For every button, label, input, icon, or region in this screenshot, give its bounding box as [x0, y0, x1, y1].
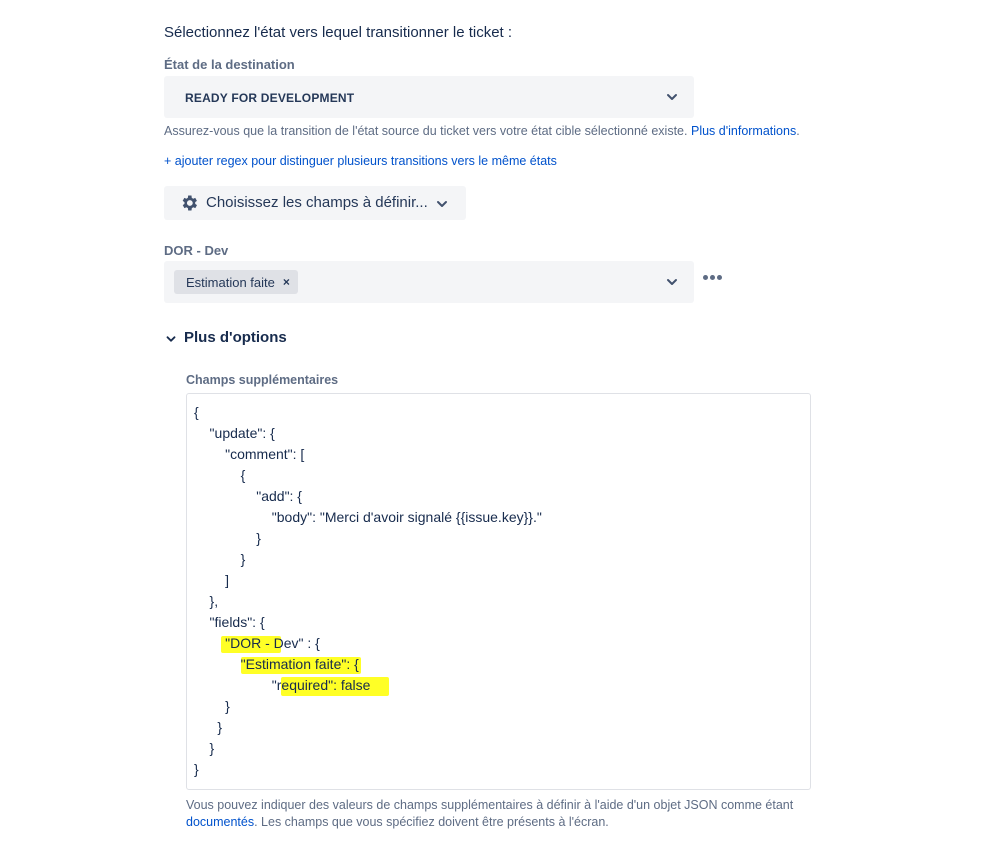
json-line: "body": "Merci d'avoir signalé {{issue.key}}." [194, 509, 542, 525]
tag-label: Estimation faite [186, 274, 275, 290]
footer-text: Vous pouvez indiquer des valeurs de champs supplémentaires à définir à l'aide d'un objet JSON comme étant [186, 798, 794, 812]
json-line: } [194, 719, 223, 735]
chevron-down-icon [664, 274, 680, 290]
chevron-down-icon [164, 332, 178, 346]
dor-dev-label: DOR - Dev [164, 243, 229, 258]
additional-fields-textarea[interactable] [186, 393, 811, 790]
json-line: "fields": { [194, 614, 265, 630]
helper-period: . [796, 124, 800, 138]
add-regex-link[interactable]: + ajouter regex pour distinguer plusieurs transitions vers le même états [164, 154, 557, 168]
documented-link[interactable]: documentés [186, 815, 255, 829]
json-line: "DOR - Dev" : { [194, 635, 320, 651]
footer-text-2: . Les champs que vous spécifiez doivent être présents à l'écran. [254, 815, 609, 829]
json-code [194, 402, 542, 780]
json-line: } [194, 740, 215, 756]
json-line: "comment": [ [194, 446, 305, 462]
gear-icon [179, 193, 199, 213]
page-title: Sélectionnez l'état vers lequel transitionner le ticket : [164, 24, 513, 41]
helper-text: Assurez-vous que la transition de l'état source du ticket vers votre état cible sélectionné existe. [164, 124, 688, 138]
additional-fields-footer [186, 797, 826, 831]
json-line: "Estimation faite": { [194, 656, 359, 672]
json-line: } [194, 530, 261, 546]
chevron-down-icon [434, 196, 450, 212]
more-options-label: Plus d'options [184, 329, 287, 346]
json-line: { [194, 467, 246, 483]
json-line: { [194, 404, 199, 420]
dot [710, 275, 715, 280]
json-line: } [194, 551, 246, 567]
dot [717, 275, 722, 280]
chevron-down-icon [664, 89, 680, 105]
json-line: }, [194, 593, 219, 609]
dor-dev-multiselect[interactable] [164, 261, 694, 303]
remove-tag-icon[interactable]: × [282, 275, 290, 289]
destination-helper-text [164, 124, 800, 138]
destination-state-select[interactable] [164, 76, 694, 118]
choose-fields-button[interactable] [164, 186, 466, 220]
json-line: } [194, 698, 230, 714]
destination-state-label: État de la destination [164, 57, 295, 72]
additional-fields-label: Champs supplémentaires [186, 373, 339, 387]
json-line: "update": { [194, 425, 275, 441]
more-info-link[interactable]: Plus d'informations [690, 124, 797, 138]
json-line: "required": false [194, 677, 371, 693]
tag-estimation-faite [174, 270, 298, 294]
json-line: "add": { [194, 488, 302, 504]
destination-state-value: READY FOR DEVELOPMENT [185, 91, 355, 105]
json-line: } [194, 761, 199, 777]
dot [703, 275, 708, 280]
json-line: ] [194, 572, 230, 588]
choose-fields-label: Choisissez les champs à définir... [206, 194, 428, 211]
more-icon[interactable] [700, 269, 726, 287]
